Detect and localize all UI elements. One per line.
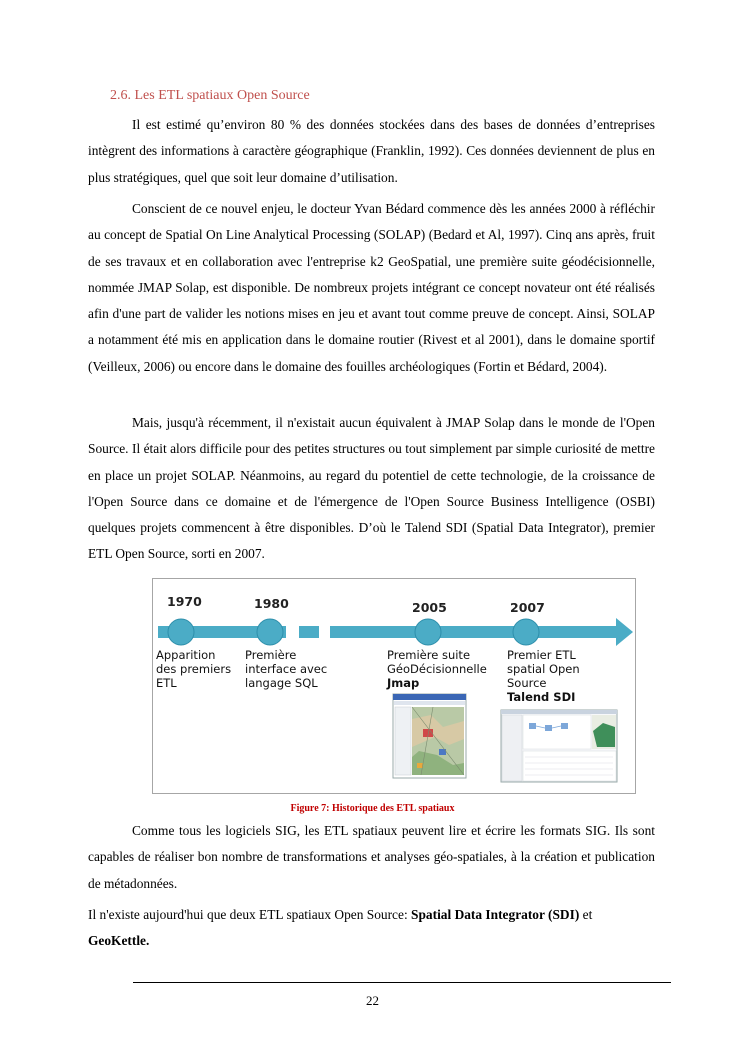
paragraph-intro: Il est estimé qu’environ 80 % des données stockées dans des bases de données d’entreprises intègrent des informations à caractère géographique (Franklin, 1992). Ces données deviennent de plus en plus stratégiques, quel que soit leur domaine d’utilisation. bbox=[88, 117, 655, 185]
footer-divider bbox=[133, 982, 671, 983]
timeline-figure bbox=[152, 578, 636, 794]
timeline-bar-gap bbox=[299, 626, 319, 638]
milestone-1980 bbox=[257, 619, 283, 645]
svg-text:Première suite: Première suite bbox=[387, 648, 471, 662]
conclusion-conjunction: et bbox=[579, 907, 593, 922]
paragraph-capabilities: Comme tous les logiciels SIG, les ETL spatiaux peuvent lire et écrire les formats SIG. Ils sont capables de réaliser bon nombre de transformations et analyses géo-spatiales, à la création et publication de métadonnées. bbox=[88, 823, 655, 891]
paragraph-open-source: Mais, jusqu'à récemment, il n'existait aucun équivalent à JMAP Solap dans le monde de l'Open Source. Il était alors difficile pour des petites structures ou tout simplement par simple curiosité de mettre en place un projet SOLAP. Néanmoins, au regard du potentiel de cette technologie, de la croissance de l'Open Source dans ce domaine et de l'émergence de l'Open Source Business Intelligence (OSBI) quelques projets commencent à être disponibles. D’où le Talend SDI (Spatial Data Integrator), premier ETL Open Source, sorti en 2007. bbox=[88, 415, 655, 562]
jmap-screenshot-thumbnail bbox=[393, 694, 466, 778]
svg-text:Talend SDI: Talend SDI bbox=[507, 690, 576, 704]
geokettle-name: GeoKettle. bbox=[88, 933, 150, 949]
svg-text:Apparition: Apparition bbox=[156, 648, 216, 662]
svg-text:Première: Première bbox=[245, 648, 297, 662]
year-label-1970: 1970 bbox=[167, 594, 202, 609]
svg-text:Jmap: Jmap bbox=[387, 676, 420, 690]
year-label-1980: 1980 bbox=[254, 596, 289, 611]
milestone-description-1980 bbox=[245, 648, 327, 690]
paragraph-solap: Conscient de ce nouvel enjeu, le docteur Yvan Bédard commence dès les années 2000 à réfléchir au concept de Spatial On Line Analytical Processing (SOLAP) (Bedard et Al, 1997). Cinq ans après, fruit de ses travaux et en collaboration avec l'entreprise k2 GeoSpatial, une première suite géodécisionnelle, nommée JMAP Solap, est disponible. De nombreux projets intégrant ce concept novateur ont été réalisés afin d'une part de valider les notions mises en jeu et avant tout comme preuve de concept. Ainsi, SOLAP a notamment été mis en application dans le domaine routier (Rivest et al 2001), dans le domaine sportif (Veilleux, 2006) ou encore dans le domaine des fouilles archéologiques (Fortin et Bédard, 2004). bbox=[88, 201, 655, 374]
svg-text:interface avec: interface avec bbox=[245, 662, 328, 676]
milestone-2005 bbox=[415, 619, 441, 645]
svg-text:spatial Open: spatial Open bbox=[507, 662, 580, 676]
sdi-name: Spatial Data Integrator (SDI) bbox=[411, 907, 580, 922]
talend-sdi-screenshot-thumbnail bbox=[501, 710, 617, 782]
year-label-2005: 2005 bbox=[412, 600, 447, 615]
section-heading: 2.6. Les ETL spatiaux Open Source bbox=[110, 88, 310, 103]
svg-text:langage SQL: langage SQL bbox=[245, 676, 318, 690]
page-number: 22 bbox=[366, 993, 379, 1008]
milestone-description-2005 bbox=[386, 648, 487, 690]
svg-text:Source: Source bbox=[507, 676, 547, 690]
timeline-bar-recent bbox=[330, 626, 618, 638]
svg-text:des premiers: des premiers bbox=[156, 662, 232, 676]
year-label-2007: 2007 bbox=[510, 600, 545, 615]
timeline-arrow-head bbox=[616, 618, 633, 646]
figure-caption: Figure 7: Historique des ETL spatiaux bbox=[290, 803, 455, 814]
conclusion-text: Il n'existe aujourd'hui que deux ETL spatiaux Open Source: bbox=[88, 907, 412, 922]
svg-text:GéoDécisionnelle: GéoDécisionnelle bbox=[387, 662, 487, 676]
milestone-1970 bbox=[168, 619, 194, 645]
svg-text:Premier ETL: Premier ETL bbox=[507, 648, 576, 662]
milestone-description-1970 bbox=[156, 648, 231, 690]
milestone-2007 bbox=[513, 619, 539, 645]
milestone-description-2007 bbox=[507, 648, 580, 704]
timeline-graphic bbox=[153, 579, 635, 793]
paragraph-conclusion bbox=[88, 902, 655, 955]
svg-text:ETL: ETL bbox=[156, 676, 177, 690]
